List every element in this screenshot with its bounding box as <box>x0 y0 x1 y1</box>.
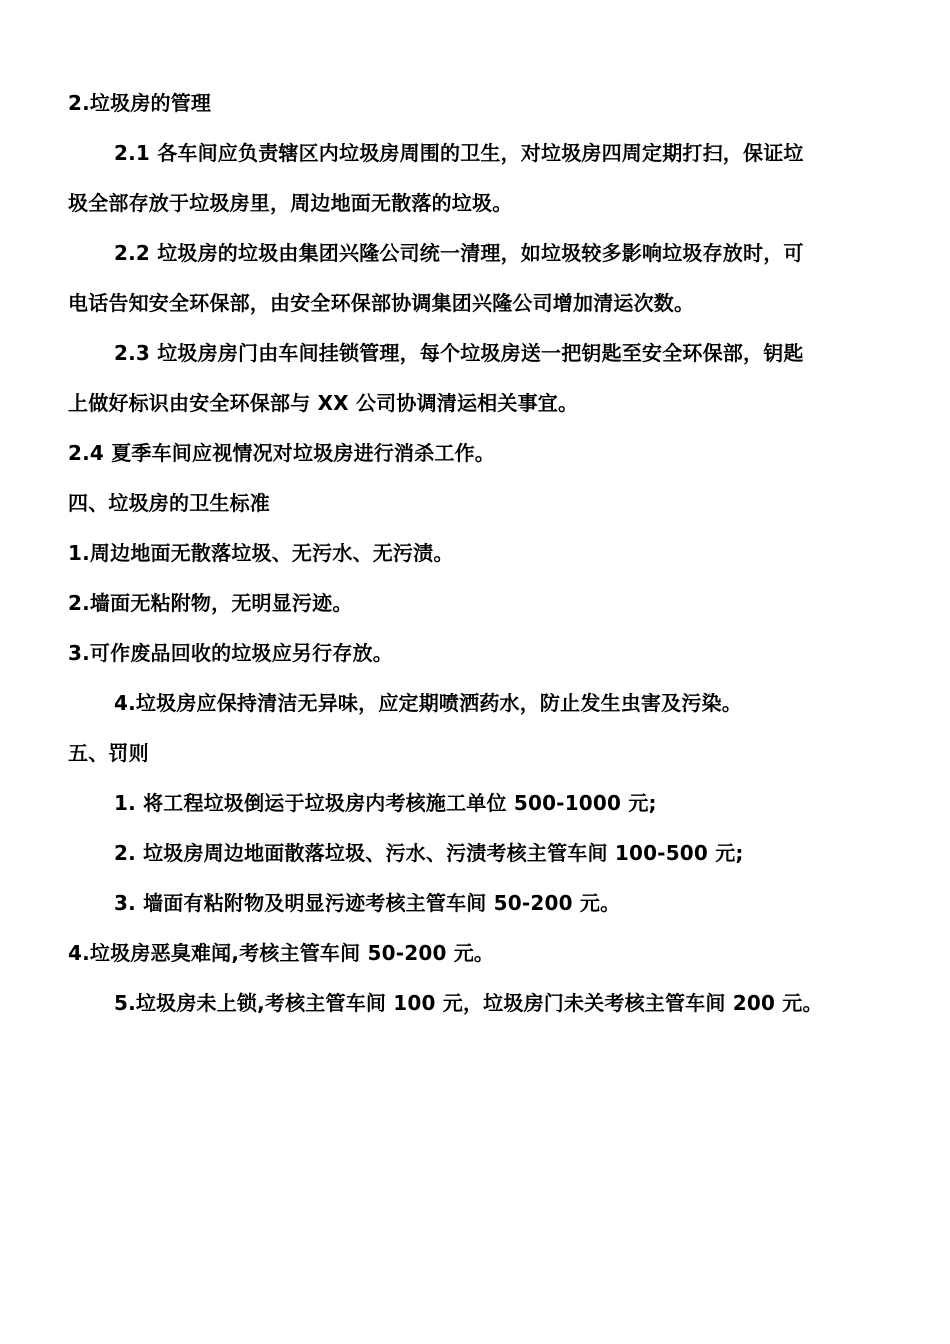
penalty-item-3: 3. 墙面有粘附物及明显污迹考核主管车间 50-200 元。 <box>114 891 621 915</box>
item-2-2-line-2: 电话告知安全环保部，由安全环保部协调集团兴隆公司增加清运次数。 <box>68 291 695 315</box>
standard-item-4: 4.垃圾房应保持清洁无异味，应定期喷洒药水，防止发生虫害及污染。 <box>114 691 742 715</box>
standard-item-3: 3.可作废品回收的垃圾应另行存放。 <box>68 641 393 665</box>
section-4-heading: 四、垃圾房的卫生标准 <box>68 491 270 515</box>
section-2-heading: 2.垃圾房的管理 <box>68 91 212 115</box>
penalty-item-4: 4.垃圾房恶臭难闻,考核主管车间 50-200 元。 <box>68 941 495 965</box>
item-2-3-line-2: 上做好标识由安全环保部与 XX 公司协调清运相关事宜。 <box>68 391 579 415</box>
penalty-item-1: 1. 将工程垃圾倒运于垃圾房内考核施工单位 500-1000 元; <box>114 791 657 815</box>
standard-item-1: 1.周边地面无散落垃圾、无污水、无污渍。 <box>68 541 454 565</box>
penalty-item-2: 2. 垃圾房周边地面散落垃圾、污水、污渍考核主管车间 100-500 元; <box>114 841 744 865</box>
item-2-1-line-1: 2.1 各车间应负责辖区内垃圾房周围的卫生，对垃圾房四周定期打扫，保证垃 <box>114 141 804 165</box>
item-2-1-line-2: 圾全部存放于垃圾房里，周边地面无散落的垃圾。 <box>68 191 513 215</box>
standard-item-2: 2.墙面无粘附物，无明显污迹。 <box>68 591 353 615</box>
section-5-heading: 五、罚则 <box>68 741 149 765</box>
item-2-3 <box>68 328 883 428</box>
item-2-3-line-1: 2.3 垃圾房房门由车间挂锁管理，每个垃圾房送一把钥匙至安全环保部，钥匙 <box>114 341 804 365</box>
item-2-4: 2.4 夏季车间应视情况对垃圾房进行消杀工作。 <box>68 441 495 465</box>
item-2-2-line-1: 2.2 垃圾房的垃圾由集团兴隆公司统一清理，如垃圾较多影响垃圾存放时，可 <box>114 241 804 265</box>
item-2-1 <box>68 128 883 228</box>
penalty-item-5: 5.垃圾房未上锁,考核主管车间 100 元，垃圾房门未关考核主管车间 200 元。 <box>114 991 823 1015</box>
item-2-2 <box>68 228 883 328</box>
document-page <box>68 78 883 1028</box>
